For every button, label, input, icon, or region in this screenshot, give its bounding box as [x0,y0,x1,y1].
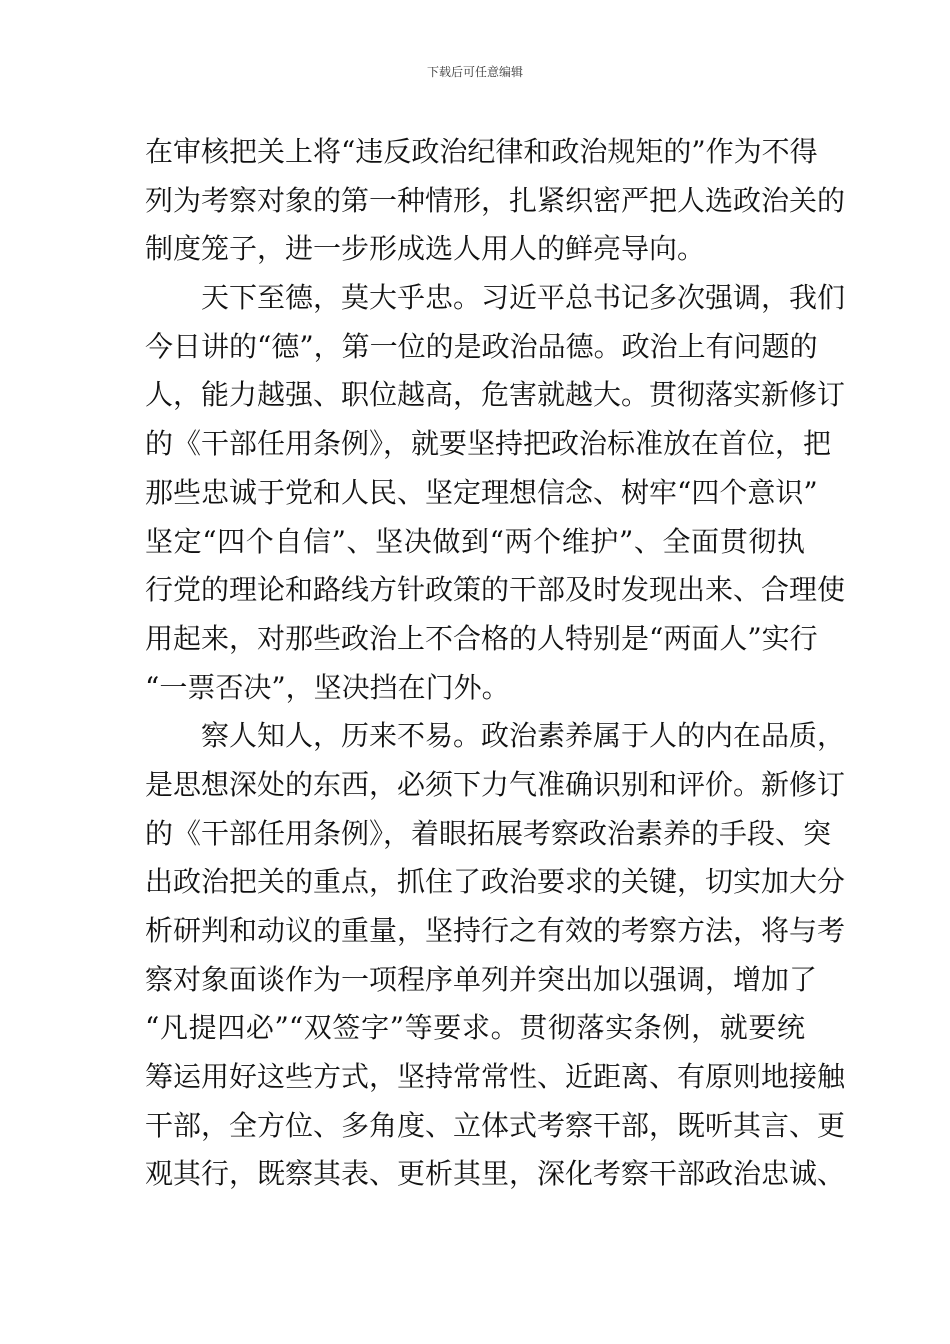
text-line: “凡提四必”“双签字”等要求。贯彻落实条例，就要统 [145,1011,805,1045]
text-line: 察人知人，历来不易。政治素养属于人的内在品质， [201,719,846,753]
text-line: 的《干部任用条例》，着眼拓展考察政治素养的手段、突 [145,816,832,850]
text-line: 析研判和动议的重量，坚持行之有效的考察方法，将与考 [145,914,846,947]
text-line: “一票否决”，坚决挡在门外。 [145,670,510,704]
text-line: 那些忠诚于党和人民、坚定理想信念、树牢“四个意识” [145,475,818,509]
text-line: 干部，全方位、多角度、立体式考察干部，既听其言、更 [145,1108,846,1142]
text-line: 是思想深处的东西，必须下力气准确识别和评价。新修订 [145,767,846,801]
text-line: 制度笼子，进一步形成选人用人的鲜亮导向。 [145,232,706,266]
text-line: 的《干部任用条例》，就要坚持把政治标准放在首位，把 [145,427,832,461]
text-line: 筹运用好这些方式，坚持常常性、近距离、有原则地接触 [145,1060,846,1094]
text-line: 列为考察对象的第一种情形，扎紧织密严把人选政治关的 [145,183,846,217]
text-line: 今日讲的“德”，第一位的是政治品德。政治上有问题的 [145,329,818,363]
document-body [145,128,846,1199]
text-line: 出政治把关的重点，抓住了政治要求的关键，切实加大分 [145,865,846,899]
text-line: 观其行，既察其表、更析其里，深化考察干部政治忠诚、 [145,1157,846,1191]
text-line: 人，能力越强、职位越高，危害就越大。贯彻落实新修订 [145,378,846,412]
text-line: 在审核把关上将“违反政治纪律和政治规矩的”作为不得 [145,135,818,168]
text-line: 察对象面谈作为一项程序单列并突出加以强调，增加了 [145,962,818,996]
text-line: 行党的理论和路线方针政策的干部及时发现出来、合理使 [145,573,846,607]
text-line: 天下至德，莫大乎忠。习近平总书记多次强调，我们 [201,281,846,315]
text-line: 坚定“四个自信”、坚决做到“两个维护”、全面贯彻执 [145,524,805,558]
page-header: 下载后可任意编辑 [426,65,523,79]
text-line: 用起来，对那些政治上不合格的人特别是“两面人”实行 [145,621,818,655]
